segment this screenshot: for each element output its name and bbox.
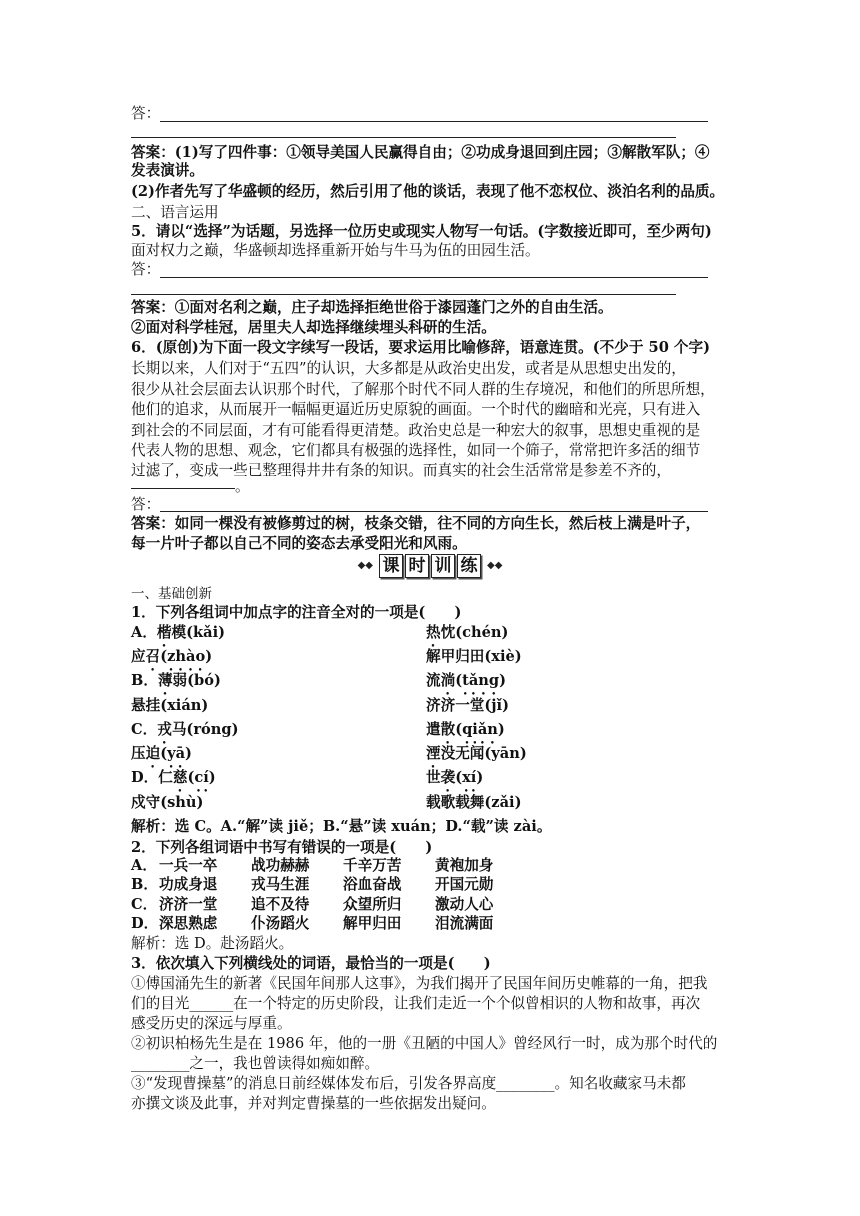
answer-line bbox=[160, 277, 708, 278]
section-heading: 二、语言运用 bbox=[131, 204, 219, 221]
option-a-left: A．楷模(kǎi) bbox=[131, 624, 226, 641]
passage-line: 到社会的不同层面，才有可能看得更清楚。政治史总是一种宏大的叙事，思想史重视的是 bbox=[131, 422, 701, 439]
banner-char: 时 bbox=[405, 554, 429, 578]
answer-line bbox=[131, 137, 676, 138]
answer-text: 答案：如同一棵没有被修剪过的树，枝条交错，往不同的方向生长，然后枝上满是叶子， bbox=[131, 515, 701, 532]
q2-option-b: B．功成身退 戎马生涯 浴血奋战 开国元勋 bbox=[131, 876, 494, 893]
answer-line bbox=[160, 121, 708, 122]
answer-text: 答案：①面对名利之巅，庄子却选择拒绝世俗于漆园蓬门之外的自由生活。 bbox=[131, 299, 613, 316]
answer-label: 答： bbox=[131, 261, 161, 278]
question-1: 1．下列各组词中加点字的注音全对的一项是( ) bbox=[131, 604, 462, 621]
answer-label: 答： bbox=[131, 496, 161, 513]
q3-line: 们的目光______在一个特定的历史阶段，让我们走近一个个似曾相识的人物和故事，再次 bbox=[131, 995, 701, 1012]
passage-line: 他们的追求，从而展开一幅幅更逼近历史原貌的画面。一个时代的幽暗和光亮，只有进入 bbox=[131, 401, 701, 418]
passage-line: 过滤了，变成一些已整理得井井有条的知识。而真实的社会生活常常是参差不齐的， bbox=[131, 462, 671, 479]
question-5-example: 面对权力之巅，华盛顿却选择重新开始与牛马为伍的田园生活。 bbox=[131, 242, 540, 259]
banner-title bbox=[379, 554, 481, 578]
q3-line: ________之一，我也曾读得如痴如醉。 bbox=[131, 1055, 380, 1072]
option-a-left-2: 应召(zhào) bbox=[131, 648, 213, 665]
answer-text: (2)作者先写了华盛顿的经历，然后引用了他的谈话，表现了他不恋权位、淡泊名利的品质。 bbox=[131, 183, 725, 200]
section-heading: 一、基础创新 bbox=[131, 586, 212, 602]
question-6: 6．(原创)为下面一段文字续写一段话，要求运用比喻修辞，语意连贯。(不少于 50 个字) bbox=[131, 339, 711, 356]
answer-line bbox=[160, 511, 708, 512]
answer-line bbox=[131, 294, 676, 295]
option-b-right: 流淌(tǎng) bbox=[426, 672, 507, 689]
q2-option-d: D．深思熟虑 仆汤蹈火 解甲归田 泪流满面 bbox=[131, 915, 494, 932]
passage-line: 长期以来，人们对于“五四”的认识，大多都是从政治史出发，或者是从思想史出发的， bbox=[131, 360, 686, 377]
blank-line bbox=[131, 488, 235, 489]
diamond-ornament-right: ◆◆ bbox=[487, 560, 503, 571]
answer-text: ②面对科学桂冠，居里夫人却选择继续埋头科研的生活。 bbox=[131, 319, 496, 336]
q2-option-a: A． 一兵一卒 战功赫赫 千辛万苦 黄袍加身 bbox=[131, 857, 494, 874]
option-b-right-2: 济济一堂(jǐ) bbox=[426, 697, 510, 714]
q3-line: ③“发现曹操墓”的消息日前经媒体发布后，引发各界高度________。知名收藏家马未都 bbox=[131, 1075, 686, 1092]
q2-option-c: C． 济济一堂 追不及待 众望所归 激动人心 bbox=[131, 896, 494, 913]
q3-line: ①傅国涌先生的新著《民国年间那人这事》，为我们揭开了民国年间历史帷幕的一角，把我 bbox=[131, 975, 708, 992]
option-b-left-2: 悬挂(xián) bbox=[131, 697, 209, 714]
option-c-left: C．戎马(róng) bbox=[131, 721, 239, 738]
analysis-q2: 解析：选 D。赴汤蹈火。 bbox=[131, 935, 294, 952]
option-b-left: B．薄弱(bó) bbox=[131, 672, 221, 689]
option-d-left-2: 戍守(shù) bbox=[131, 794, 204, 811]
option-c-right: 遣散(qiǎn) bbox=[426, 721, 505, 738]
question-5: 5．请以“选择”为话题，另选择一位历史或现实人物写一句话。(字数接近即可，至少两句) bbox=[131, 223, 712, 240]
banner-char: 练 bbox=[457, 554, 481, 578]
answer-text: 发表演讲。 bbox=[131, 162, 204, 179]
banner-char: 课 bbox=[379, 554, 403, 578]
passage-line: 代表人物的思想、观念，它们都具有极强的选择性，如同一个筛子，常常把许多活的细节 bbox=[131, 442, 701, 459]
answer-text: 每一片叶子都以自己不同的姿态去承受阳光和风雨。 bbox=[131, 535, 467, 552]
banner-char: 训 bbox=[431, 554, 455, 578]
q3-line: 感受历史的深远与厚重。 bbox=[131, 1015, 292, 1032]
answer-label: 答： bbox=[131, 105, 161, 122]
q3-line: ②初识柏杨先生是在 1986 年，他的一册《丑陋的中国人》曾经风行一时，成为那个时代的 bbox=[131, 1035, 718, 1052]
option-a-right: 热忱(chén) bbox=[426, 624, 509, 641]
q3-line: 亦撰文谈及此事，并对判定曹操墓的一些依据发出疑问。 bbox=[131, 1095, 496, 1112]
option-d-left: D．仁慈(cí) bbox=[131, 769, 216, 786]
option-d-right: 世袭(xí) bbox=[426, 769, 484, 786]
passage-end: 。 bbox=[235, 478, 250, 495]
section-banner bbox=[335, 553, 525, 579]
analysis-q1: 解析：选 C。A.“解”读 jiě；B.“悬”读 xuán；D.“载”读 zài。 bbox=[131, 818, 552, 835]
question-3: 3．依次填入下列横线处的词语，最恰当的一项是( ) bbox=[131, 955, 491, 972]
diamond-ornament-left: ◆◆ bbox=[357, 560, 373, 571]
passage-line: 很少从社会层面去认识那个时代，了解那个时代不同人群的生存境况，和他们的所思所想， bbox=[131, 381, 715, 398]
option-d-right-2: 载歌载舞(zǎi) bbox=[426, 794, 522, 811]
option-a-right-2: 解甲归田(xiè) bbox=[426, 648, 522, 665]
answer-text: 答案：(1)写了四件事：①领导美国人民赢得自由；②功成身退回到庄园；③解散军队；④ bbox=[131, 144, 710, 161]
option-c-right-2: 湮没无闻(yān) bbox=[426, 745, 527, 762]
option-c-left-2: 压迫(yā) bbox=[131, 745, 192, 762]
question-2: 2．下列各组词语中书写有错误的一项是( ) bbox=[131, 839, 433, 856]
